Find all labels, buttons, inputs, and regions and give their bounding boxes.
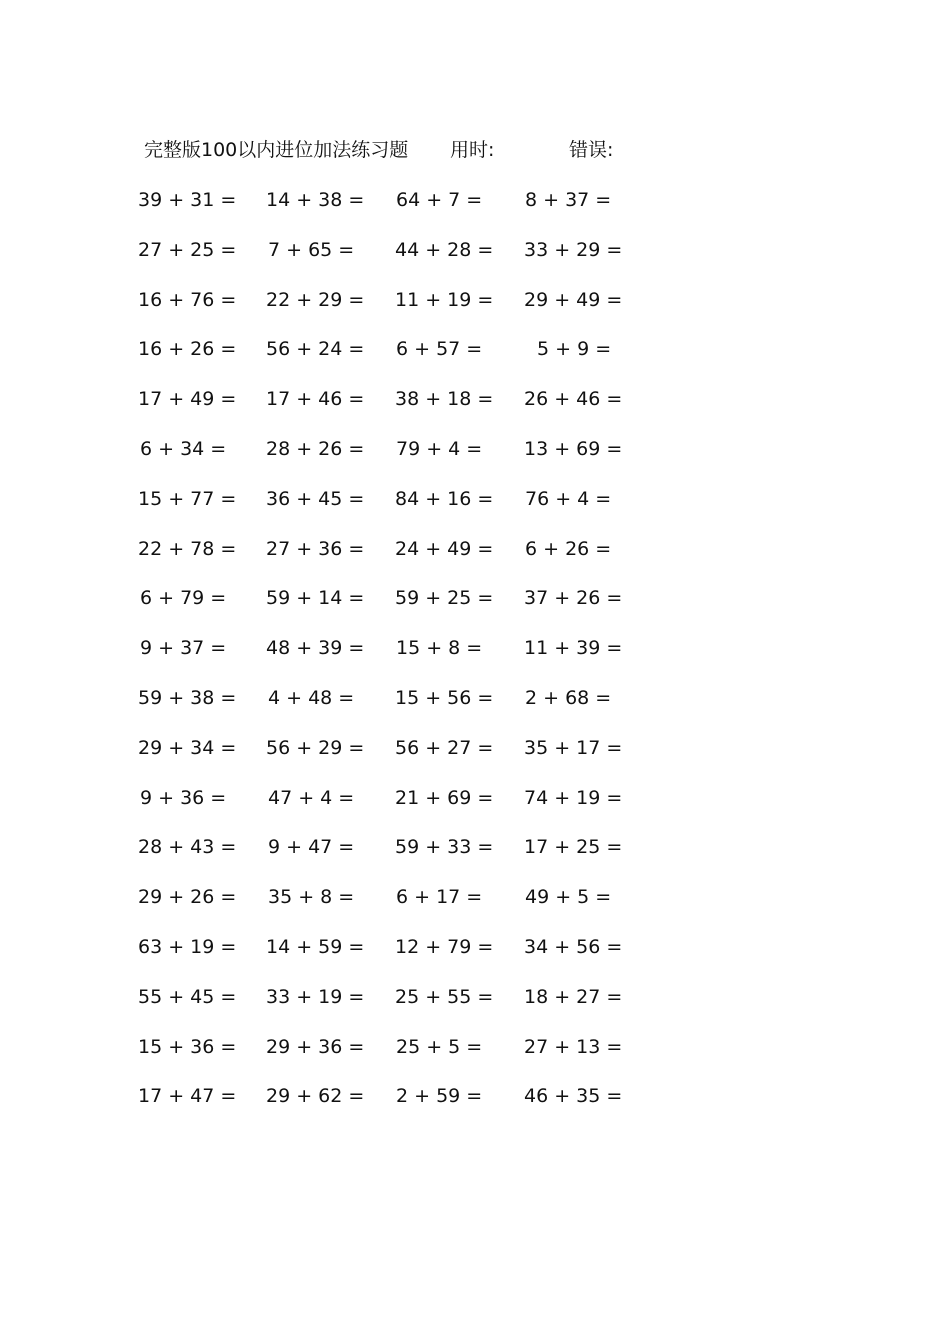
addition-problem: 2 + 59 = (396, 1085, 483, 1108)
addition-problem: 29 + 62 = (266, 1085, 365, 1108)
addition-problem: 59 + 25 = (395, 587, 494, 610)
addition-problem: 24 + 49 = (395, 537, 494, 560)
addition-problem: 15 + 8 = (396, 637, 483, 660)
time-used-label: 用时: (450, 139, 495, 161)
addition-problem: 35 + 17 = (524, 736, 623, 759)
addition-problem: 25 + 55 = (395, 985, 494, 1008)
addition-problem: 74 + 19 = (524, 786, 623, 809)
addition-problem: 79 + 4 = (396, 438, 483, 460)
addition-problem: 56 + 27 = (395, 736, 494, 759)
addition-problem: 44 + 28 = (395, 238, 494, 261)
addition-problem: 4 + 48 = (268, 687, 355, 709)
problem-row (138, 932, 664, 962)
addition-problem: 15 + 77 = (138, 487, 237, 510)
addition-problem: 15 + 56 = (395, 687, 494, 709)
worksheet-header (144, 136, 664, 164)
addition-problem: 15 + 36 = (138, 1035, 237, 1058)
addition-problem: 29 + 49 = (524, 288, 623, 311)
addition-problem: 48 + 39 = (266, 637, 365, 660)
addition-problem: 6 + 79 = (140, 587, 227, 610)
addition-problem: 39 + 31 = (138, 189, 237, 211)
addition-problem: 12 + 79 = (395, 936, 494, 958)
addition-problem: 26 + 46 = (524, 388, 623, 411)
problem-row (138, 285, 664, 315)
addition-problem: 64 + 7 = (396, 189, 483, 211)
addition-problem: 9 + 36 = (140, 786, 227, 809)
addition-problem: 46 + 35 = (524, 1085, 623, 1108)
addition-problem: 6 + 17 = (396, 886, 483, 909)
addition-problem: 33 + 19 = (266, 985, 365, 1008)
addition-problem: 27 + 25 = (138, 238, 237, 261)
problem-row (138, 534, 664, 564)
addition-problem: 47 + 4 = (268, 786, 355, 809)
addition-problem: 21 + 69 = (395, 786, 494, 809)
addition-problem: 29 + 36 = (266, 1035, 365, 1058)
problem-row (138, 982, 664, 1012)
problem-row (138, 484, 664, 514)
problem-row (138, 1081, 664, 1111)
addition-problem: 63 + 19 = (138, 936, 237, 958)
problem-row (140, 783, 664, 813)
worksheet-title: 完整版100以内进位加法练习题 (144, 139, 409, 161)
addition-problem: 29 + 34 = (138, 736, 237, 759)
addition-problem: 56 + 29 = (266, 736, 365, 759)
addition-problem: 16 + 26 = (138, 338, 237, 361)
problem-row (138, 185, 664, 215)
problem-row (138, 882, 664, 912)
addition-problem: 33 + 29 = (524, 238, 623, 261)
addition-problem: 28 + 43 = (138, 836, 237, 859)
addition-problem: 27 + 36 = (266, 537, 365, 560)
problem-row (138, 235, 664, 265)
problem-row (138, 832, 664, 862)
addition-problem: 7 + 65 = (268, 238, 355, 261)
addition-problem: 11 + 19 = (395, 288, 494, 311)
addition-problem: 25 + 5 = (396, 1035, 483, 1058)
addition-problem: 18 + 27 = (524, 985, 623, 1008)
addition-problem: 28 + 26 = (266, 438, 365, 460)
problem-row (138, 334, 664, 364)
addition-problem: 11 + 39 = (524, 637, 623, 660)
problem-grid (138, 185, 664, 1115)
addition-problem: 35 + 8 = (268, 886, 355, 909)
addition-problem: 56 + 24 = (266, 338, 365, 361)
addition-problem: 17 + 46 = (266, 388, 365, 411)
addition-problem: 55 + 45 = (138, 985, 237, 1008)
addition-problem: 29 + 26 = (138, 886, 237, 909)
addition-problem: 9 + 47 = (268, 836, 355, 859)
addition-problem: 6 + 57 = (396, 338, 483, 361)
addition-problem: 6 + 26 = (525, 537, 612, 560)
addition-problem: 16 + 76 = (138, 288, 237, 311)
problem-row (138, 1032, 664, 1062)
addition-problem: 27 + 13 = (524, 1035, 623, 1058)
addition-problem: 5 + 9 = (537, 338, 612, 361)
addition-problem: 38 + 18 = (395, 388, 494, 411)
addition-problem: 17 + 47 = (138, 1085, 237, 1108)
addition-problem: 14 + 38 = (266, 189, 365, 211)
addition-problem: 59 + 33 = (395, 836, 494, 859)
addition-problem: 84 + 16 = (395, 487, 494, 510)
addition-problem: 17 + 49 = (138, 388, 237, 411)
addition-problem: 2 + 68 = (525, 687, 612, 709)
problem-row (140, 583, 664, 613)
addition-problem: 22 + 29 = (266, 288, 365, 311)
addition-problem: 14 + 59 = (266, 936, 365, 958)
problem-row (138, 733, 664, 763)
addition-problem: 9 + 37 = (140, 637, 227, 660)
addition-problem: 8 + 37 = (525, 189, 612, 211)
addition-problem: 59 + 38 = (138, 687, 237, 709)
addition-problem: 34 + 56 = (524, 936, 623, 958)
addition-problem: 22 + 78 = (138, 537, 237, 560)
addition-problem: 49 + 5 = (525, 886, 612, 909)
addition-problem: 76 + 4 = (525, 487, 612, 510)
addition-problem: 36 + 45 = (266, 487, 365, 510)
problem-row (140, 633, 664, 663)
error-count-label: 错误: (569, 139, 614, 161)
addition-problem: 13 + 69 = (524, 438, 623, 460)
addition-problem: 59 + 14 = (266, 587, 365, 610)
problem-row (138, 683, 664, 713)
problem-row (138, 384, 664, 414)
addition-problem: 6 + 34 = (140, 438, 227, 460)
problem-row (140, 434, 664, 464)
addition-problem: 17 + 25 = (524, 836, 623, 859)
addition-problem: 37 + 26 = (524, 587, 623, 610)
